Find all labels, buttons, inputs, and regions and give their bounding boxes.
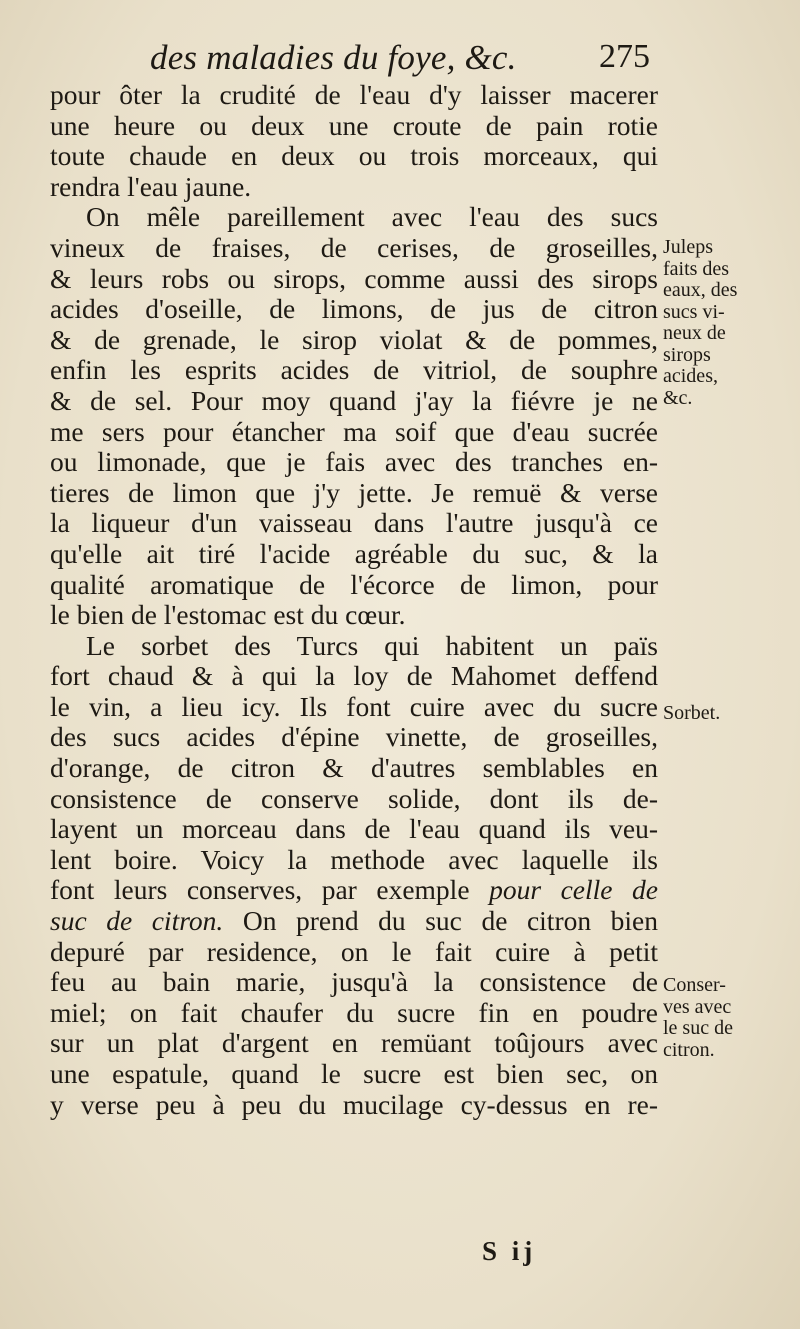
margin-note-line: Sorbet. <box>663 702 721 724</box>
margin-note-juleps <box>663 237 765 409</box>
margin-note-line: acides, <box>663 365 718 387</box>
text-line: & de sel. Pour moy quand j'ay la fiévre je ne <box>50 384 658 416</box>
text-line: fort chaud & à qui la loy de Mahomet deffend <box>50 660 658 692</box>
margin-note-line: &c. <box>663 386 693 409</box>
margin-note-sorbet <box>663 703 765 725</box>
text-line: une heure ou deux une croute de pain rotie <box>50 109 658 141</box>
text-line: rendra l'eau jaune. <box>50 170 252 202</box>
margin-note-line: faits des <box>663 257 730 280</box>
text-line-with-italic <box>50 906 658 937</box>
margin-note-line: eaux, des <box>663 279 738 301</box>
text-line: ou limonade, que je fais avec des tranches en- <box>50 446 658 478</box>
margin-note-line: sirops <box>663 343 711 366</box>
margin-note-line: le suc de <box>663 1017 733 1039</box>
margin-note-line: ves avec <box>663 995 732 1018</box>
text-fragment: On prend du suc de citron bien <box>242 905 659 937</box>
text-line: y verse peu à peu du mucilage cy-dessus en re- <box>50 1088 658 1120</box>
text-line: pour ôter la crudité de l'eau d'y laisser macerer <box>50 79 658 110</box>
text-line: d'orange, de citron & d'autres semblables en <box>50 752 658 784</box>
text-line: la liqueur d'un vaisseau dans l'autre jusqu'à ce <box>50 507 658 539</box>
text-fragment: font leurs conserves, par exemple <box>50 874 470 906</box>
text-line: qu'elle ait tiré l'acide agréable du suc, & la <box>50 537 658 569</box>
text-line: tieres de limon que j'y jette. Je remuë & verse <box>50 476 658 508</box>
italic-phrase: pour celle de <box>489 874 659 906</box>
text-line: feu au bain marie, jusqu'à la consistence de <box>50 966 658 998</box>
text-line: enfin les esprits acides de vitriol, de souphre <box>50 354 658 386</box>
paragraph-start-line: Le sorbet des Turcs qui habitent un païs <box>86 629 658 661</box>
text-line: sur un plat d'argent en remüant toûjours avec <box>50 1027 658 1059</box>
text-line: lent boire. Voicy la methode avec laquelle ils <box>50 843 658 875</box>
text-line: consistence de conserve solide, dont ils de- <box>50 782 658 814</box>
text-line: une espatule, quand le sucre est bien sec, on <box>50 1058 658 1089</box>
text-line: & de grenade, le sirop violat & de pommes, <box>50 323 658 355</box>
signature-mark: S ij <box>482 1236 537 1266</box>
text-line: & leurs robs ou sirops, comme aussi des sirops <box>50 262 658 294</box>
text-line: acides d'oseille, de limons, de jus de citron <box>50 293 658 325</box>
body-text <box>50 80 658 1120</box>
text-line: qualité aromatique de l'écorce de limon, pour <box>50 568 658 600</box>
page-number: 275 <box>599 38 650 75</box>
text-line: des sucs acides d'épine vinette, de groseilles, <box>50 721 658 753</box>
text-line: vineux de fraises, de cerises, de groseilles, <box>50 231 658 263</box>
italic-phrase: suc de citron. <box>50 905 224 937</box>
running-title: des maladies du foye, &c. <box>150 38 517 77</box>
text-line: le bien de l'estomac est du cœur. <box>50 599 406 631</box>
margin-note-line: neux de <box>663 322 726 344</box>
text-line: miel; on fait chaufer du sucre fin en poudre <box>50 996 658 1028</box>
margin-note-line: Conser- <box>663 974 726 996</box>
margin-note-line: sucs vi- <box>663 300 725 323</box>
margin-note-line: citron. <box>663 1038 715 1061</box>
text-line: layent un morceau dans de l'eau quand ils veu- <box>50 813 658 845</box>
paragraph-start-line: On mêle pareillement avec l'eau des sucs <box>86 201 658 233</box>
margin-note-line: Juleps <box>663 236 713 258</box>
text-line: le vin, a lieu icy. Ils font cuire avec du sucre <box>50 690 658 722</box>
margin-note-conserves <box>663 975 765 1061</box>
text-line-with-italic <box>50 875 658 906</box>
text-line: me sers pour étancher ma soif que d'eau sucrée <box>50 415 658 447</box>
text-line: toute chaude en deux ou trois morceaux, qui <box>50 140 658 172</box>
text-line: depuré par residence, on le fait cuire à petit <box>50 935 658 967</box>
